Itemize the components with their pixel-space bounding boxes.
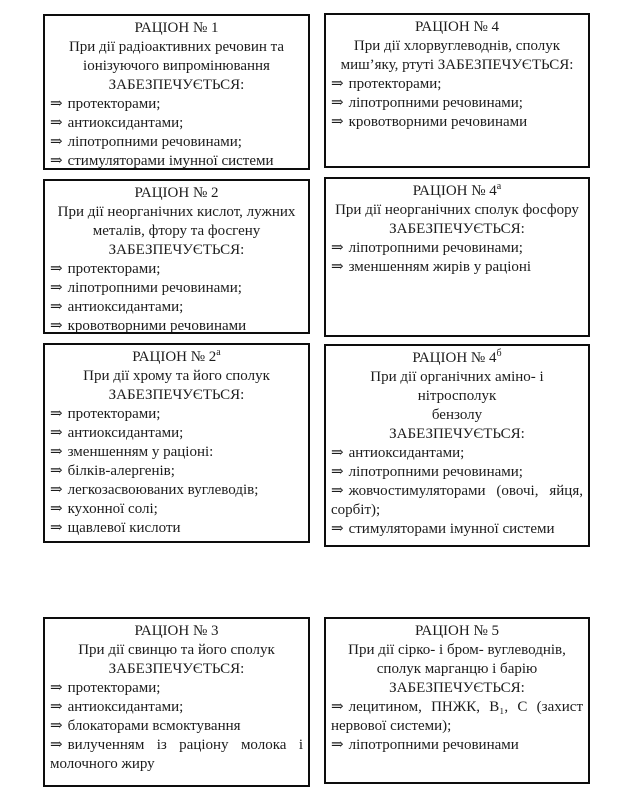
double-arrow-icon: ⇒: [331, 521, 344, 537]
list-item-text: зменшенням жирів у раціоні: [348, 259, 532, 275]
list-item-text: стимуляторами імунної системи: [67, 153, 274, 169]
list-item: [331, 444, 583, 463]
list-item-text: антиоксидантами;: [67, 299, 184, 315]
ration-number-superscript: а: [496, 181, 502, 192]
list-item-text: ліпотропними речовинами;: [348, 240, 523, 256]
ration-title-text: РАЦІОН № 1: [134, 20, 219, 36]
intro-line: При дії сірко- і бром- вуглеводнів,: [348, 642, 566, 658]
intro-line: миш’яку, ртуті ЗАБЕЗПЕЧУЄТЬСЯ:: [340, 57, 574, 73]
list-item-text: щавлевої кислоти: [67, 520, 181, 536]
list-item: [50, 260, 303, 279]
intro-line: При дії хлорвуглеводнів, сполук: [353, 38, 561, 54]
list-item-text: протекторами;: [67, 406, 161, 422]
list-item: [50, 481, 303, 500]
double-arrow-icon: ⇒: [50, 153, 63, 169]
list-item-text: кровотворними речовинами: [348, 114, 528, 130]
ration-title: [331, 18, 583, 37]
list-item-text: кровотворними речовинами: [67, 318, 247, 334]
double-arrow-icon: ⇒: [50, 501, 63, 517]
list-item-text: ліпотропними речовинами;: [67, 134, 242, 150]
intro-line: бензолу: [431, 407, 483, 423]
list-item-text: протекторами;: [67, 261, 161, 277]
provision-list: [331, 444, 583, 539]
ration-title: [331, 349, 583, 368]
list-item: [331, 239, 583, 258]
ration-title-text: РАЦІОН № 2: [134, 185, 219, 201]
list-item-text: ліпотропними речовинами;: [348, 464, 523, 480]
double-arrow-icon: ⇒: [331, 259, 344, 275]
list-item-text: протекторами;: [67, 96, 161, 112]
provision-list: [50, 260, 303, 334]
ration-box-2: [43, 179, 310, 334]
list-item-text: вилученням із раціону молока і молочного жиру: [50, 737, 303, 772]
double-arrow-icon: ⇒: [50, 699, 63, 715]
provision-list: [50, 405, 303, 538]
list-item-text: антиоксидантами;: [67, 425, 184, 441]
double-arrow-icon: ⇒: [50, 115, 63, 131]
ration-box-4: [324, 13, 590, 168]
provision-list: [331, 239, 583, 277]
ration-box-1: [43, 14, 310, 170]
list-item-text: антиоксидантами;: [348, 445, 465, 461]
list-item: [50, 95, 303, 114]
double-arrow-icon: ⇒: [50, 261, 63, 277]
ration-title: [50, 184, 303, 203]
list-item: [331, 736, 583, 755]
ration-box-3: [43, 617, 310, 787]
double-arrow-icon: ⇒: [50, 463, 63, 479]
list-item: [50, 424, 303, 443]
ration-box-4b: [324, 344, 590, 547]
ration-title: [50, 348, 303, 367]
list-item: [50, 298, 303, 317]
ration-title: [331, 182, 583, 201]
provision-list: [331, 75, 583, 132]
list-item-text: ліпотропними речовинами;: [348, 95, 523, 111]
double-arrow-icon: ⇒: [331, 240, 344, 256]
list-item-text: блокаторами всмоктування: [67, 718, 241, 734]
list-item: [50, 500, 303, 519]
list-item: [50, 679, 303, 698]
ration-title-text: РАЦІОН № 3: [134, 623, 219, 639]
provision-list: [331, 698, 583, 755]
provision-list: [50, 679, 303, 774]
double-arrow-icon: ⇒: [331, 95, 344, 111]
double-arrow-icon: ⇒: [50, 318, 63, 334]
hazard-description: [331, 368, 583, 425]
double-arrow-icon: ⇒: [50, 280, 63, 296]
double-arrow-icon: ⇒: [50, 96, 63, 112]
double-arrow-icon: ⇒: [331, 114, 344, 130]
list-item-text: кухонної солі;: [67, 501, 158, 517]
double-arrow-icon: ⇒: [50, 134, 63, 150]
list-item: [50, 443, 303, 462]
ration-title: [50, 19, 303, 38]
hazard-description: [331, 641, 583, 679]
ration-title-text: РАЦІОН № 2: [132, 349, 217, 365]
list-item-text: протекторами;: [348, 76, 442, 92]
list-item-text: антиоксидантами;: [67, 699, 184, 715]
list-item: [331, 520, 583, 539]
list-item: [50, 698, 303, 717]
ration-title-text: РАЦІОН № 4: [412, 183, 497, 199]
double-arrow-icon: ⇒: [331, 699, 344, 715]
list-item-text: ліпотропними речовинами: [348, 737, 519, 753]
double-arrow-icon: ⇒: [50, 680, 63, 696]
double-arrow-icon: ⇒: [50, 425, 63, 441]
list-item: [50, 152, 303, 170]
list-item-text: стимуляторами імунної системи: [348, 521, 555, 537]
intro-line: При дії радіоактивних речовин та: [68, 39, 285, 55]
double-arrow-icon: ⇒: [50, 482, 63, 498]
list-item: [50, 279, 303, 298]
hazard-description: [50, 367, 303, 386]
list-item-text: білків-алергенів;: [67, 463, 175, 479]
provides-label: ЗАБЕЗПЕЧУЄТЬСЯ:: [108, 661, 245, 677]
double-arrow-icon: ⇒: [331, 737, 344, 753]
list-item-text: протекторами;: [67, 680, 161, 696]
list-item: [50, 133, 303, 152]
provision-list: [50, 95, 303, 170]
provides-label: ЗАБЕЗПЕЧУЄТЬСЯ:: [108, 387, 245, 403]
list-item-text: ліпотропними речовинами;: [67, 280, 242, 296]
double-arrow-icon: ⇒: [331, 483, 344, 499]
ration-number-superscript: а: [216, 347, 221, 358]
double-arrow-icon: ⇒: [50, 737, 63, 753]
double-arrow-icon: ⇒: [331, 464, 344, 480]
double-arrow-icon: ⇒: [331, 76, 344, 92]
provides-label: ЗАБЕЗПЕЧУЄТЬСЯ:: [389, 680, 525, 696]
list-item: [331, 463, 583, 482]
double-arrow-icon: ⇒: [50, 444, 63, 460]
list-item: [50, 114, 303, 133]
ration-number-superscript: б: [496, 348, 502, 359]
list-item: [331, 258, 583, 277]
double-arrow-icon: ⇒: [50, 520, 63, 536]
hazard-description: [50, 203, 303, 241]
intro-line: металів, фтору та фосгену: [92, 223, 261, 239]
provides-label: ЗАБЕЗПЕЧУЄТЬСЯ:: [389, 221, 525, 237]
intro-line: При дії свинцю та його сполук: [78, 642, 275, 658]
hazard-description: [331, 37, 583, 75]
ration-title: [50, 622, 303, 641]
hazard-description: [50, 38, 303, 76]
provides-label: ЗАБЕЗПЕЧУЄТЬСЯ:: [108, 77, 245, 93]
ration-title: [331, 622, 583, 641]
provides-label: ЗАБЕЗПЕЧУЄТЬСЯ:: [389, 426, 525, 442]
list-item: [50, 462, 303, 481]
provides-label: ЗАБЕЗПЕЧУЄТЬСЯ:: [108, 242, 245, 258]
list-item: [331, 75, 583, 94]
list-item: [50, 317, 303, 334]
double-arrow-icon: ⇒: [331, 445, 344, 461]
ration-title-text: РАЦІОН № 4: [412, 350, 497, 366]
list-item: [50, 736, 303, 774]
ration-box-2a: [43, 343, 310, 543]
hazard-description: [50, 641, 303, 660]
list-item-text: антиоксидантами;: [67, 115, 184, 131]
list-item: [331, 94, 583, 113]
hazard-description: [331, 201, 583, 220]
list-item-text: лецитином, ПНЖК, В₁, С (захист нервової системи);: [331, 699, 583, 734]
list-item: [50, 717, 303, 736]
double-arrow-icon: ⇒: [50, 718, 63, 734]
list-item: [50, 519, 303, 538]
intro-line: іонізуючого випромінювання: [83, 58, 270, 74]
intro-line: При дії неорганічних сполук фосфору: [335, 202, 579, 218]
ration-title-text: РАЦІОН № 5: [414, 623, 500, 639]
list-item-text: жовчостимуляторами (овочі, яйця, сорбіт);: [331, 483, 583, 518]
double-arrow-icon: ⇒: [50, 406, 63, 422]
intro-line: При дії неорганічних кислот, лужних: [57, 204, 296, 220]
ration-title-text: РАЦІОН № 4: [414, 19, 500, 35]
intro-line: При дії хрому та його сполук: [83, 368, 270, 384]
list-item: [50, 405, 303, 424]
ration-box-5: [324, 617, 590, 784]
list-item-text: легкозасвоюваних вуглеводів;: [67, 482, 259, 498]
ration-box-4a: [324, 177, 590, 337]
intro-line: При дії органічних аміно- і нітросполук: [370, 369, 544, 404]
list-item: [331, 698, 583, 736]
list-item: [331, 482, 583, 520]
intro-line: сполук марганцю і барію: [376, 661, 538, 677]
list-item: [331, 113, 583, 132]
list-item-text: зменшенням у раціоні:: [67, 444, 214, 460]
double-arrow-icon: ⇒: [50, 299, 63, 315]
